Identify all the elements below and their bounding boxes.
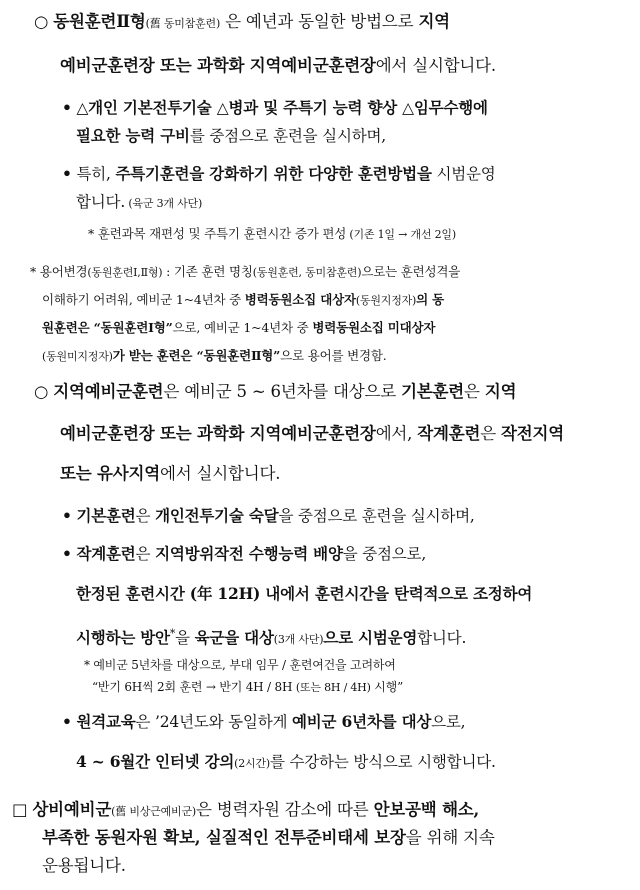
- s2-b2-l3-t5: (3개 사단): [273, 633, 324, 647]
- s2-l2-t3: 작계훈련: [417, 424, 481, 443]
- s2-l2-t1: 예비군훈련장 또는 과학화 지역예비군훈련장: [60, 424, 376, 443]
- s1-l2-t2: 에서 실시합니다.: [375, 56, 496, 75]
- s2-l1-t4: 은: [464, 382, 485, 401]
- s2-b2-l3-t3: 을: [175, 629, 195, 648]
- s1-b1-l2-t1: 필요한 능력 구비: [76, 126, 190, 145]
- term-l3-t4: 병력동원소집 미대상자: [312, 320, 436, 335]
- s2-b3-l1-t2: 은 ’24년도와 동일하게: [135, 713, 292, 731]
- s2-b2-l2-t1: 한정된 훈련시간 (年 12H) 내에서 훈련시간을 탄력적으로 조정하여: [76, 584, 533, 603]
- s3-l1-t2: (舊 비상근예비군): [111, 805, 196, 818]
- s2-b1-l1-t2: 은: [135, 507, 156, 525]
- term-line-2: [42, 290, 444, 311]
- s1-l1-t3: 은 예년과 동일한 방법으로: [220, 12, 419, 31]
- s2-b1-line-1: [62, 506, 475, 526]
- s3-l1-t1: 상비예비군: [32, 800, 112, 819]
- s2-b3-line-1: [62, 712, 465, 732]
- s1-l1-t2: (舊 동미참훈련): [145, 17, 221, 30]
- dot-bullet: •: [62, 98, 72, 117]
- term-l2-t3: (동원지정자): [355, 294, 417, 307]
- s2-note-l2-t2: (또는 8H / 4H): [295, 681, 371, 694]
- term-l4-t2: 가 받는 훈련은: [112, 348, 197, 363]
- s1-note-t1: * 훈련과목 재편성 및 주특기 훈련시간 증가 편성: [88, 226, 347, 241]
- term-l4-t4: 으로 용어를 변경함.: [280, 348, 387, 363]
- term-l1-t3: : 기존 훈련 명칭: [162, 264, 253, 279]
- term-l4-t1: (동원미지정자): [42, 350, 113, 363]
- s1-b2-l1-t1: 특히,: [76, 165, 116, 183]
- s2-b2-l3-t7: 시범운영: [358, 628, 418, 648]
- s2-l1-t1: 지역예비군훈련: [53, 382, 164, 401]
- s2-b2-l3-t6: 으로: [323, 628, 359, 648]
- s1-b2-l2-t2: (육군 3개 사단): [125, 197, 203, 210]
- s2-l2-t4: 은: [480, 424, 502, 443]
- s2-b3-l2-t3: 를 수강하는 방식으로 시행합니다.: [270, 753, 496, 771]
- s2-l3-t1: 또는 유사지역: [60, 464, 160, 483]
- term-l1-t5: 으로는 훈련성격을: [361, 264, 461, 279]
- dot-bullet: •: [62, 544, 72, 563]
- s2-b2-l1-t3: 지역방위작전 수행능력 배양: [155, 544, 343, 563]
- s3-l3-t1: 운용됩니다.: [42, 856, 126, 875]
- s1-b2-l1-t3: 시범운영: [431, 165, 496, 183]
- s2-b3-l1-t1: 원격교육: [76, 712, 136, 731]
- s2-b3-l2-t1: 4 ~ 6월간 인터넷 강의: [76, 752, 235, 771]
- s2-b2-line-3: [76, 624, 466, 650]
- s3-line-3: [42, 856, 126, 876]
- s2-l2-t5: 작전지역: [501, 424, 564, 443]
- term-l1-t4: (동원훈련, 동미참훈련): [252, 266, 362, 279]
- term-l2-t4: 의 동: [416, 292, 445, 307]
- dot-bullet: •: [62, 164, 72, 183]
- s2-note-l2-t1: “반기 6H씩 2회 훈련 → 반기 4H / 8H: [92, 680, 296, 694]
- term-l1-t1: * 용어변경: [30, 264, 88, 279]
- square-bullet: □: [12, 800, 28, 819]
- term-l4-t3: “동원훈련Ⅱ형”: [196, 348, 281, 363]
- s1-b2-l2-t1: 합니다.: [76, 193, 126, 211]
- s1-note: [88, 224, 456, 245]
- s2-l2-t2: 에서,: [375, 424, 418, 443]
- term-line-4: [42, 346, 387, 367]
- s2-note-l2-t3: 시행”: [370, 680, 404, 694]
- s2-l1-t5: 지역: [484, 382, 517, 401]
- s3-l2-t2: 을 위해 지속: [405, 828, 495, 847]
- s2-l3-t2: 에서 실시합니다.: [159, 464, 281, 483]
- s1-b2-l1-t2: 주특기훈련을 강화하기 위한 다양한 훈련방법을: [115, 164, 432, 183]
- s2-line-3: [60, 464, 280, 484]
- dot-bullet: •: [62, 506, 72, 525]
- s2-b3-l2-t2: (2시간): [234, 757, 270, 770]
- term-line-3: [42, 318, 435, 338]
- s2-b3-line-2: [76, 752, 496, 774]
- s1-line-2: [60, 56, 496, 76]
- term-l1-t2: (동원훈련Ⅰ,Ⅱ형): [87, 266, 163, 279]
- s3-line-1: [12, 800, 479, 822]
- s2-l1-t2: 은 예비군 5 ~ 6년차를 대상으로: [163, 382, 402, 401]
- s3-line-2: [42, 828, 495, 848]
- s2-b3-l1-t3: 예비군 6년차를 대상: [291, 712, 432, 731]
- circle-bullet: ○: [34, 12, 49, 31]
- s2-b2-l1-t4: 을 중점으로,: [342, 545, 427, 563]
- s1-b1-line-2: [76, 126, 386, 146]
- s1-b2-line-1: [62, 164, 496, 184]
- s1-l2-t1: 예비군훈련장 또는 과학화 지역예비군훈련장: [60, 56, 376, 75]
- s2-note-l1: * 예비군 5년차를 대상으로, 부대 임무 / 훈련여건을 고려하여: [84, 658, 396, 672]
- s2-b1-l1-t1: 기본훈련: [76, 506, 136, 525]
- s2-b2-l3-t1: 시행하는 방안: [76, 628, 170, 648]
- s1-l1-t1: 동원훈련Ⅱ형: [53, 12, 146, 31]
- s2-b2-l3-t8: 합니다.: [417, 629, 467, 648]
- s1-b1-l2-t2: 를 중점으로 훈련을 실시하며,: [189, 127, 386, 145]
- s2-note-line-1: [84, 655, 396, 675]
- s2-b2-l1-t1: 작계훈련: [76, 544, 136, 563]
- s2-b2-line-2: [76, 584, 532, 604]
- s2-b1-l1-t3: 개인전투기술 숙달: [155, 506, 279, 525]
- term-l3-t3: 으로, 예비군 1~4년차 중: [172, 320, 313, 335]
- s2-line-1: [34, 382, 516, 402]
- s2-b2-l3-t4: 육군을 대상: [194, 628, 274, 648]
- s1-note-t2: (기존 1일 → 개선 2일): [346, 228, 456, 241]
- term-line-1: [30, 262, 460, 283]
- s1-b1-line-1: [62, 98, 488, 118]
- s2-b1-l1-t4: 을 중점으로 훈련을 실시하며,: [278, 507, 475, 525]
- s2-b2-line-1: [62, 544, 426, 564]
- s2-line-2: [60, 424, 564, 444]
- s3-l2-t1: 부족한 동원자원 확보, 실질적인 전투준비태세 보장: [42, 828, 406, 847]
- s1-b2-line-2: [76, 192, 202, 214]
- s1-line-1: [34, 12, 450, 34]
- s1-l1-t4: 지역: [418, 12, 450, 31]
- term-l3-t2: “동원훈련Ⅰ형”: [93, 320, 173, 335]
- s2-b2-l1-t2: 은: [135, 545, 156, 563]
- s2-l1-t3: 기본훈련: [401, 382, 465, 401]
- s2-b2-l3-t2: *: [169, 627, 176, 640]
- s1-b1-l1-t1: △개인 기본전투기술 △병과 및 주특기 능력 향상 △임무수행에: [76, 98, 488, 117]
- s2-b3-l1-t4: 으로,: [431, 713, 466, 731]
- term-l2-t1: 이해하기 어려워, 예비군 1~4년차 중: [42, 292, 245, 307]
- term-l2-t2: 병력동원소집 대상자: [244, 292, 356, 307]
- circle-bullet: ○: [34, 382, 49, 401]
- s3-l1-t4: 안보공백 해소,: [373, 800, 480, 819]
- term-l3-t1: 원훈련은: [42, 320, 94, 335]
- dot-bullet: •: [62, 712, 72, 731]
- s3-l1-t3: 은 병력자원 감소에 따른: [195, 800, 374, 819]
- s2-note-line-2: [92, 677, 403, 698]
